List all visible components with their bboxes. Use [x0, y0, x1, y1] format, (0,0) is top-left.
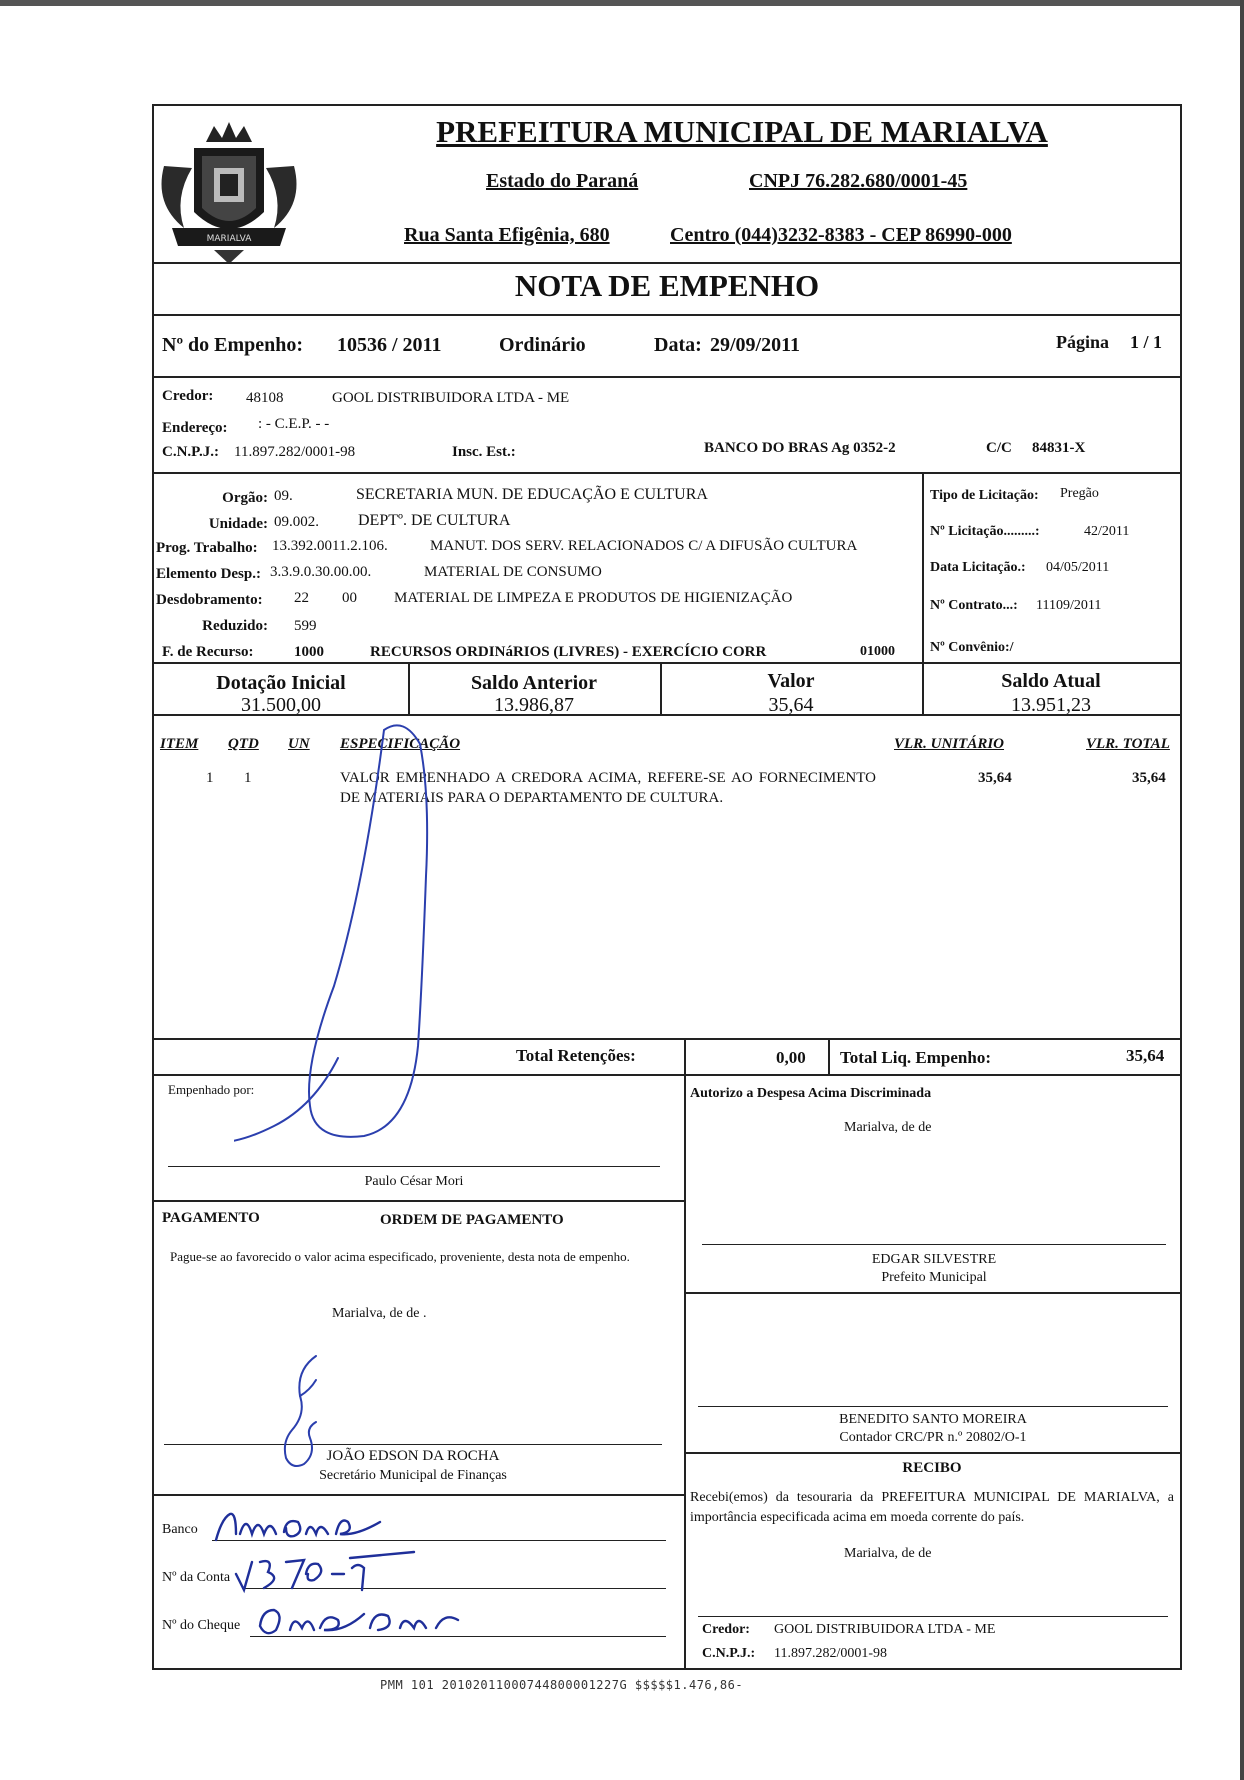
empenho-date: 29/09/2011	[710, 334, 801, 356]
fonte-recurso-label: F. de Recurso:	[162, 644, 254, 660]
recibo-title: RECIBO	[902, 1460, 962, 1476]
fonte-recurso-code: 1000	[294, 644, 324, 660]
secretario-name: JOÃO EDSON DA ROCHA	[326, 1448, 500, 1464]
empenho-type: Ordinário	[499, 334, 586, 356]
account-number: 84831-X	[1032, 440, 1086, 456]
credor-cnpj-label: C.N.P.J.:	[162, 444, 219, 460]
conta-label: Nº da Conta	[162, 1570, 231, 1585]
scan-right-edge	[1240, 0, 1244, 1780]
saldo-anterior-value: 13.986,87	[494, 694, 574, 716]
col-un-header: UN	[288, 736, 310, 752]
num-licitacao-label: Nº Licitação.........:	[930, 524, 1040, 539]
document-title: NOTA DE EMPENHO	[514, 268, 820, 303]
empenhado-por-name: Paulo César Mori	[364, 1174, 464, 1189]
reduzido-label: Reduzido:	[202, 618, 268, 634]
col-qtd-header: QTD	[228, 736, 259, 752]
desdobramento-sub: 00	[342, 590, 357, 606]
contrato-number: 11109/2011	[1036, 598, 1102, 613]
num-licitacao: 42/2011	[1084, 524, 1130, 539]
credor-label: Credor:	[162, 388, 214, 404]
account-label: C/C	[986, 440, 1012, 456]
banco-label: Banco	[162, 1522, 198, 1537]
autorizo-title: Autorizo a Despesa Acima Discriminada	[690, 1086, 932, 1101]
endereco-label: Endereço:	[162, 420, 228, 436]
row-espec: VALOR EMPENHADO A CREDORA ACIMA, REFERE-SE AO FORNECIMENTO DE MATERIAIS PARA O DEPARTAMENTO DE CULTURA.	[340, 770, 876, 806]
pagamento-place-date: Marialva, de de .	[332, 1306, 427, 1321]
total-retencoes-value: 0,00	[776, 1048, 806, 1067]
tipo-licitacao: Pregão	[1060, 486, 1099, 501]
data-licitacao-label: Data Licitação.:	[930, 560, 1026, 575]
prog-trabalho-label: Prog. Trabalho:	[156, 540, 258, 556]
secretario-role: Secretário Municipal de Finanças	[319, 1468, 507, 1483]
col-item-header: ITEM	[160, 736, 199, 752]
col-vlr-total-header: VLR. TOTAL	[1086, 736, 1170, 752]
desdobramento-code: 22	[294, 590, 309, 606]
saldo-anterior-label: Saldo Anterior	[470, 672, 598, 694]
autorizo-place-date: Marialva, de de	[844, 1120, 932, 1135]
empenho-date-label: Data:	[654, 334, 702, 356]
prefeito-name: EDGAR SILVESTRE	[871, 1252, 997, 1267]
prog-trabalho-name: MANUT. DOS SERV. RELACIONADOS C/ A DIFUSÃO CULTURA	[430, 538, 858, 554]
contrato-label: Nº Contrato...:	[930, 598, 1018, 613]
municipality-cnpj: CNPJ 76.282.680/0001-45	[749, 170, 968, 192]
scan-top-edge	[0, 0, 1244, 6]
credor-name: GOOL DISTRIBUIDORA LTDA - ME	[332, 390, 570, 406]
cheque-handwriting	[254, 1600, 474, 1642]
ordem-pagamento-label: ORDEM DE PAGAMENTO	[380, 1212, 564, 1228]
row-vlr-total: 35,64	[1132, 770, 1166, 786]
svg-text:MARIALVA: MARIALVA	[206, 234, 252, 244]
orgao-label: Orgão:	[222, 490, 268, 506]
convenio-label: Nº Convênio:/	[930, 640, 1014, 655]
document-frame	[152, 104, 1182, 1670]
street-address: Rua Santa Efigênia, 680	[404, 224, 610, 246]
recibo-credor-label: Credor:	[702, 1622, 750, 1637]
recibo-place-date: Marialva, de de	[844, 1546, 932, 1561]
reduzido-code: 599	[294, 618, 317, 634]
recibo-cnpj-label: C.N.P.J.:	[702, 1646, 756, 1661]
empenho-number-label: Nº do Empenho:	[162, 334, 304, 356]
valor-value: 35,64	[768, 694, 814, 716]
row-qtd: 1	[244, 770, 252, 786]
conta-handwriting	[234, 1550, 434, 1598]
unidade-label: Unidade:	[208, 516, 268, 532]
insc-est-label: Insc. Est.:	[452, 444, 516, 460]
row-item: 1	[206, 770, 214, 786]
prefeito-role: Prefeito Municipal	[881, 1270, 987, 1285]
prog-trabalho-code: 13.392.0011.2.106.	[272, 538, 388, 554]
recibo-credor-name: GOOL DISTRIBUIDORA LTDA - ME	[774, 1622, 996, 1637]
credor-code: 48108	[246, 390, 284, 406]
desdobramento-label: Desdobramento:	[156, 592, 263, 608]
data-licitacao: 04/05/2011	[1046, 560, 1110, 575]
bottom-barcode-text: PMM 101 20102011000744800001227G $$$$$1.476,86-	[380, 1678, 744, 1692]
secretario-signature	[276, 1350, 346, 1480]
col-espec-header: ESPECIFICAÇÃO	[340, 736, 461, 752]
contador-role: Contador CRC/PR n.º 20802/O-1	[839, 1430, 1027, 1445]
total-retencoes-label: Total Retenções:	[516, 1046, 636, 1065]
fonte-recurso-name: RECURSOS ORDINáRIOS (LIVRES) - EXERCÍCIO CORR	[370, 644, 767, 660]
endereco-value: : - C.E.P. - -	[258, 416, 330, 432]
total-liquido-value: 35,64	[1126, 1046, 1165, 1065]
banco-handwriting	[206, 1504, 466, 1548]
empenhado-por-label: Empenhado por:	[168, 1082, 255, 1097]
contador-name: BENEDITO SANTO MOREIRA	[839, 1412, 1027, 1427]
coat-of-arms-logo	[154, 108, 304, 266]
bank-agency: BANCO DO BRAS Ag 0352-2	[704, 440, 896, 456]
total-liquido-label: Total Liq. Empenho:	[840, 1048, 991, 1067]
cheque-label: Nº do Cheque	[162, 1618, 241, 1633]
recibo-cnpj: 11.897.282/0001-98	[774, 1646, 888, 1661]
tipo-licitacao-label: Tipo de Licitação:	[930, 488, 1039, 503]
col-vlr-unit-header: VLR. UNITÁRIO	[894, 736, 1005, 752]
orgao-name: SECRETARIA MUN. DE EDUCAÇÃO E CULTURA	[356, 486, 708, 503]
valor-label: Valor	[767, 670, 815, 692]
pagamento-text: Pague-se ao favorecido o valor acima especificado, proveniente, desta nota de empenho.	[170, 1249, 630, 1264]
empenhado-signature	[234, 686, 474, 1166]
fonte-recurso-extra: 01000	[860, 644, 895, 659]
credor-cnpj: 11.897.282/0001-98	[234, 444, 356, 460]
district-phone-cep: Centro (044)3232-8383 - CEP 86990-000	[670, 224, 1012, 246]
elemento-code: 3.3.9.0.30.00.00.	[270, 564, 372, 580]
desdobramento-name: MATERIAL DE LIMPEZA E PRODUTOS DE HIGIENIZAÇÃO	[394, 590, 793, 606]
page-number: 1 / 1	[1130, 332, 1163, 352]
unidade-name: DEPTº. DE CULTURA	[358, 512, 511, 529]
municipality-title: PREFEITURA MUNICIPAL DE MARIALVA	[436, 114, 1048, 149]
empenho-number: 10536 / 2011	[337, 334, 442, 356]
saldo-atual-label: Saldo Atual	[1001, 670, 1101, 692]
unidade-code: 09.002.	[274, 514, 319, 530]
orgao-code: 09.	[274, 488, 293, 504]
elemento-name: MATERIAL DE CONSUMO	[424, 564, 602, 580]
dotacao-inicial-value: 31.500,00	[241, 694, 321, 716]
state-name: Estado do Paraná	[486, 170, 639, 192]
elemento-label: Elemento Desp.:	[156, 566, 261, 582]
recibo-text: Recebi(emos) da tesouraria da PREFEITURA MUNICIPAL DE MARIALVA, a importância especificada acima em moeda corrente do país.	[690, 1490, 1174, 1525]
pagamento-label: PAGAMENTO	[162, 1210, 260, 1226]
dotacao-inicial-label: Dotação Inicial	[216, 672, 346, 694]
row-vlr-unit: 35,64	[978, 770, 1012, 786]
page-label: Página	[1056, 332, 1110, 352]
saldo-atual-value: 13.951,23	[1011, 694, 1091, 716]
